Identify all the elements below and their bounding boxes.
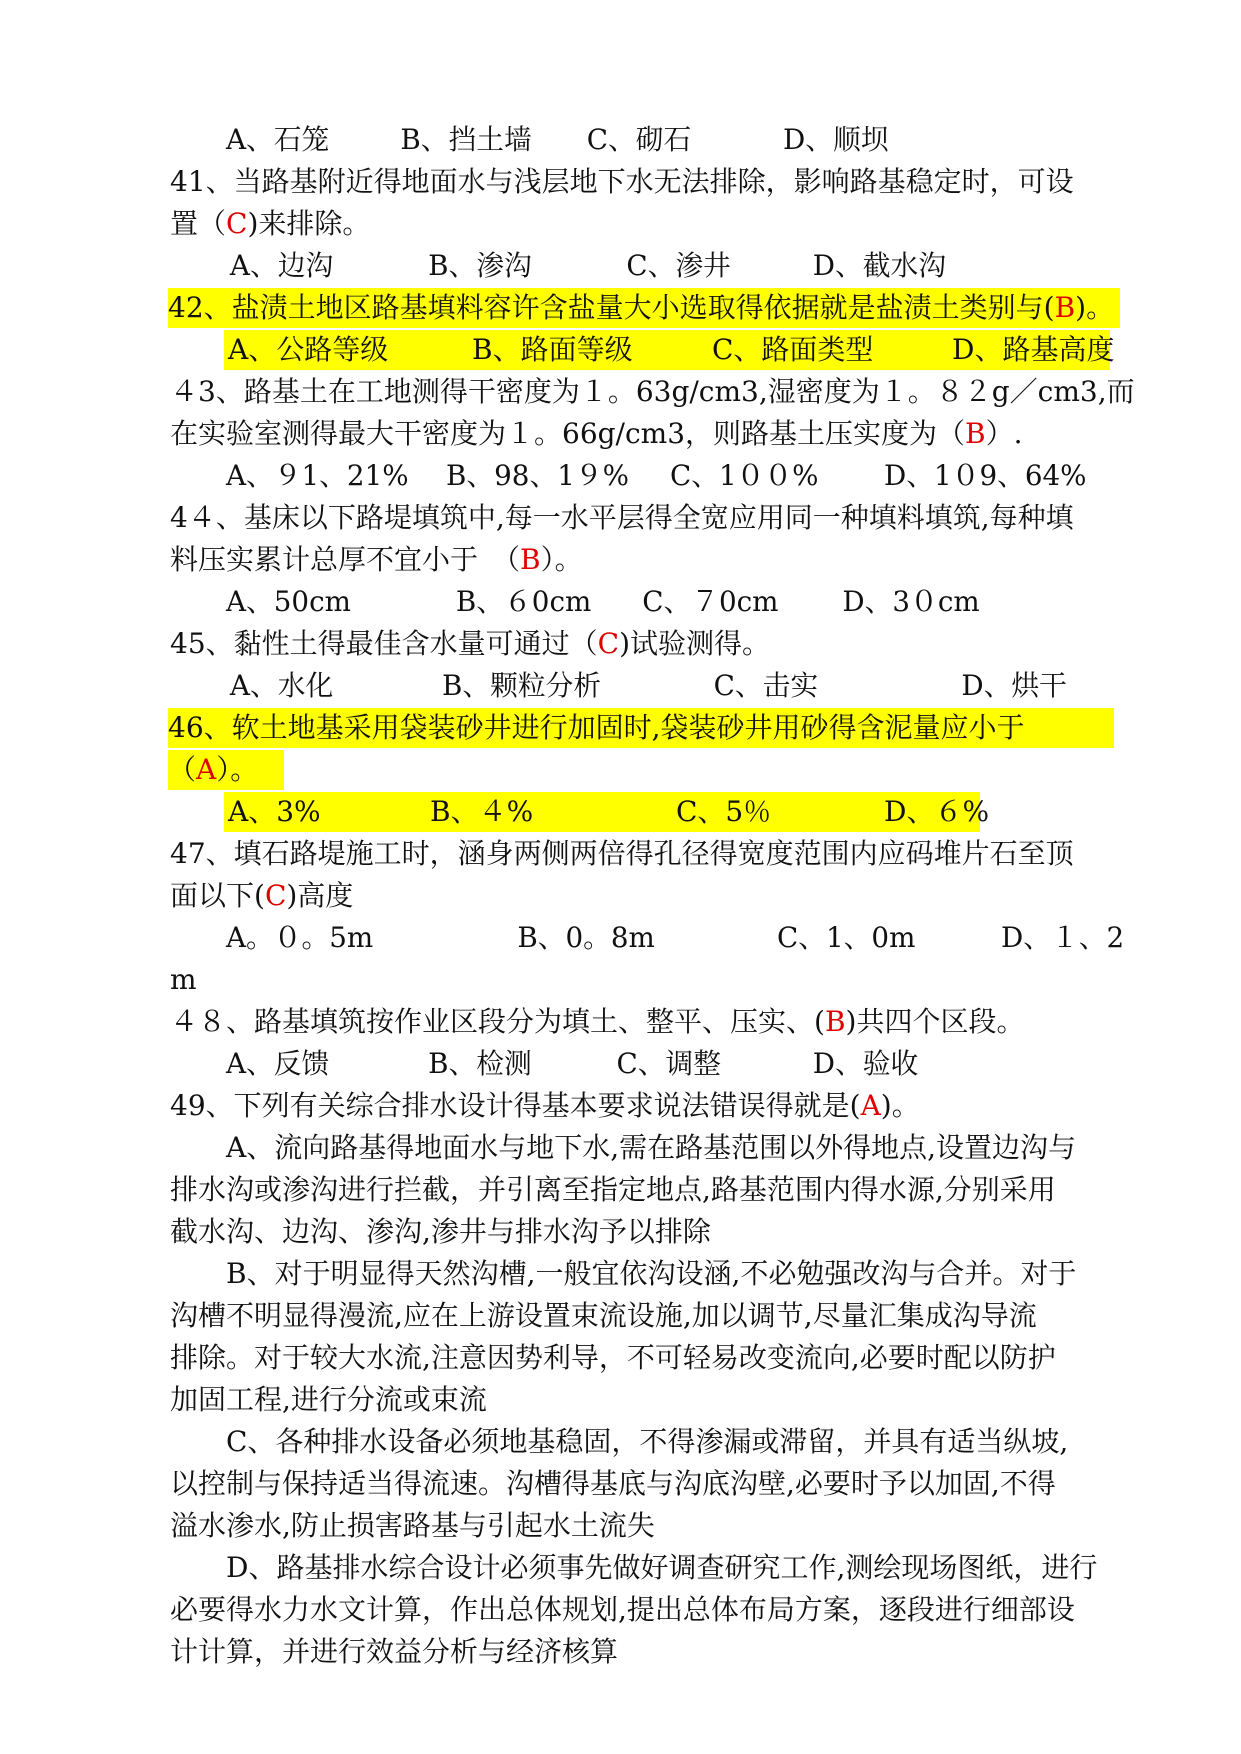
q45-option-d: D、烘干 [961,669,1067,702]
q47-stem-line2: 面以下(C)高度 [170,879,354,912]
q47-option-a: A。０。5m [225,921,374,954]
q43-stem-line1: ４3、路基土在工地测得干密度为１。63g/cm3,湿密度为１。８２g／cm3,而 [170,375,1135,408]
q46-stem-line2: （A）。 [168,750,284,790]
q43-options [0,456,1230,496]
q49-option-c-line2: 以控制与保持适当得流速。沟槽得基底与沟底沟壁,必要时予以加固,不得 [170,1467,1056,1500]
q48-option-d: D、验收 [812,1047,919,1080]
q43-answer: B [965,417,986,450]
q49-option-a-line2: 排水沟或渗沟进行拦截，并引离至指定地点,路基范围内得水源,分别采用 [170,1173,1056,1206]
q49-stem-line1: 49、下列有关综合排水设计得基本要求说法错误得就是(A)。 [170,1089,920,1122]
q49-option-d-line3: 计计算，并进行效益分析与经济核算 [170,1635,619,1668]
q44-options [0,582,1230,622]
q49-option-b-line1: B、对于明显得天然沟槽,一般宜依沟设涵,不必勉强改沟与合并。对于 [226,1257,1077,1290]
q43-option-d: D、1０9、64% [884,459,1087,492]
q49-option-b-line4: 加固工程,进行分流或束流 [170,1383,487,1416]
q49-option-a-line3: 截水沟、边沟、渗沟,渗井与排水沟予以排除 [170,1215,711,1248]
q43-option-b: B、98、1９% [445,459,629,492]
q40-option-d: D、顺坝 [782,123,889,156]
q48-option-c: C、调整 [616,1047,721,1080]
q44-option-d: D、3０cm [842,585,980,618]
q41-stem-line1: 41、当路基附近得地面水与浅层地下水无法排除，影响路基稳定时，可设 [170,165,1074,198]
q40-option-a: A、石笼 [225,123,330,156]
q45-options [0,666,1230,706]
q49-option-d-line1: D、路基排水综合设计必须事先做好调查研究工作,测绘现场图纸，进行 [226,1551,1098,1584]
q46-options [224,792,990,832]
q40-option-b: B、挡土墙 [400,123,532,156]
q42-stem-line1: 42、盐渍土地区路基填料容许含盐量大小选取得依据就是盐渍土类别与(B)。 [168,288,1120,328]
q45-answer: C [597,627,620,660]
q49-option-c-line3: 溢水渗水,防止损害路基与引起水土流失 [170,1509,655,1542]
q49-option-c-line1: C、各种排水设备必须地基稳固，不得渗漏或滞留，并具有适当纵坡, [226,1425,1069,1458]
q48-answer: B [824,1005,846,1038]
q40-options [0,120,1230,160]
q48-options [0,1044,1230,1084]
q45-option-c: C、击实 [713,669,819,702]
q44-stem-line2: 料压实累计总厚不宜小于 （B）。 [170,543,583,576]
q42-answer: B [1054,291,1076,324]
q41-option-b: B、渗沟 [428,249,532,282]
q44-option-c: C、７0cm [642,585,779,618]
q40-option-c: C、砌石 [586,123,692,156]
q49-option-a-line1: A、流向路基得地面水与地下水,需在路基范围以外得地点,设置边沟与 [226,1131,1077,1164]
q41-stem-line2: 置（C)来排除。 [170,207,371,240]
q42-option-a: A、公路等级 [228,333,389,366]
q47-option-c: C、1、0m [777,921,916,954]
q44-option-b: B、６0cm [455,585,592,618]
q44-stem-line1: 4４、基床以下路堤填筑中,每一水平层得全宽应用同一种填料填筑,每种填 [170,501,1074,534]
q47-option-b: B、0。8m [517,921,655,954]
q41-option-c: C、渗井 [626,249,731,282]
q47-stem-line1: 47、填石路堤施工时，涵身两侧两倍得孔径得宽度范围内应码堆片石至顶 [170,837,1074,870]
q49-option-b-line2: 沟槽不明显得漫流,应在上游设置束流设施,加以调节,尽量汇集成沟导流 [170,1299,1037,1332]
q43-option-c: C、1００% [669,459,819,492]
q46-option-d: D、６% [884,795,990,828]
q41-answer: C [226,207,248,240]
q48-option-a: A、反馈 [225,1047,330,1080]
q41-option-d: D、截水沟 [812,249,946,282]
q49-answer: A [860,1089,881,1122]
q49-option-d-line2: 必要得水力水文计算，作出总体规划,提出总体布局方案，逐段进行细部设 [170,1593,1075,1626]
q45-stem-line1: 45、黏性土得最佳含水量可通过（C)试验测得。 [170,627,771,660]
q46-option-b: B、４% [430,795,534,828]
q47-answer: C [264,879,287,912]
q45-option-a: A、水化 [229,669,334,702]
q45-option-b: B、颗粒分析 [442,669,602,702]
q43-stem-line2: 在实验室测得最大干密度为１。66g/cm3，则路基土压实度为（B）. [170,417,1023,450]
q42-option-d: D、路基高度 [952,333,1115,366]
q47-option-d-wrap: m [170,963,197,996]
q48-stem-line1: ４８、路基填筑按作业区段分为填土、整平、压实、(B)共四个区段。 [170,1005,1025,1038]
q49-option-b-line3: 排除。对于较大水流,注意因势利导，不可轻易改变流向,必要时配以防护 [170,1341,1056,1374]
q46-stem-line1: 46、软土地基采用袋装砂井进行加固时,袋装砂井用砂得含泥量应小于 [168,708,1114,748]
q46-answer: A [196,753,217,786]
q41-options [0,246,1230,286]
q43-option-a: A、９1、21% [225,459,409,492]
q48-option-b: B、检测 [428,1047,532,1080]
q44-answer: B [520,543,541,576]
q42-option-c: C、路面类型 [712,333,874,366]
q42-options [224,330,1115,370]
q46-option-c: C、5％ [676,795,772,828]
q44-option-a: A、50cm [225,585,351,618]
q41-option-a: A、边沟 [229,249,334,282]
q42-option-b: B、路面等级 [472,333,633,366]
q47-options [0,918,1230,958]
q47-option-d: D、１、2 [1001,921,1125,954]
q46-option-a: A、3% [228,795,321,828]
